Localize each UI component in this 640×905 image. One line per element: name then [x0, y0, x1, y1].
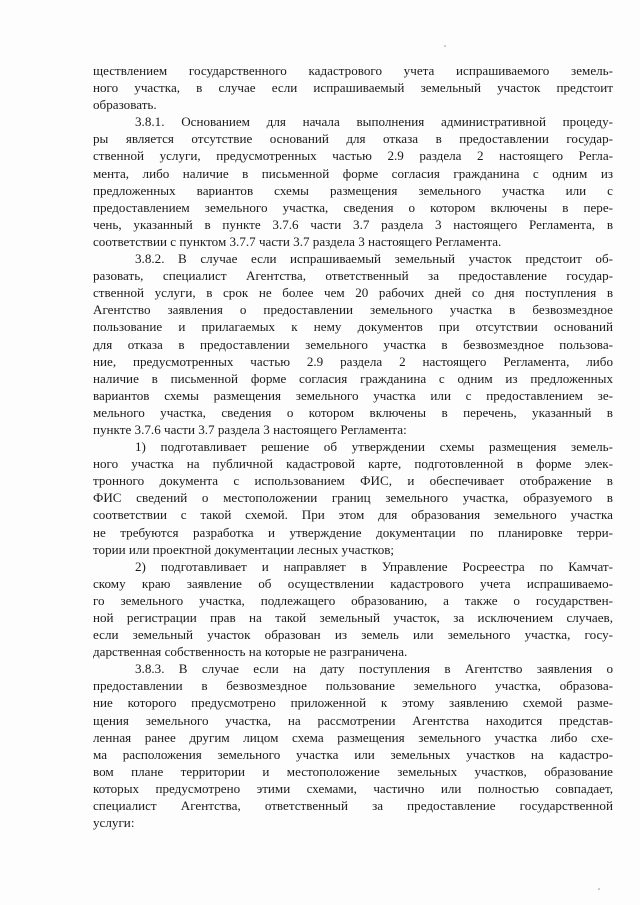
text-line: го земельного участка, подлежащего образованию, а также о государствен-: [93, 592, 613, 608]
text-line: дарственная собственность на которые не разграничена.: [93, 644, 408, 660]
text-line: образовать.: [93, 97, 157, 113]
text-line: чень, указанный в пункте 3.7.6 части 3.7 раздела 3 настоящего Регламента, в: [93, 216, 613, 232]
text-line: предоставлением земельного участка, сведения о котором включены в пере-: [93, 199, 613, 215]
text-line: мельного участка, сведения о котором включены в перечень, указанный в: [93, 404, 613, 420]
text-line: тронного документа с использованием ФИС, и обеспечивает отображение в: [93, 473, 613, 489]
text-line: 1) подготавливает решение об утверждении схемы размещения земель-: [135, 439, 613, 455]
text-line: если земельный участок образован из земель или земельного участка, госу-: [93, 627, 613, 643]
text-line: 3.8.2. В случае если испрашиваемый земельный участок предстоит об-: [135, 251, 613, 267]
text-line: 3.8.3. В случае если на дату поступления в Агентство заявления о: [135, 661, 613, 677]
text-line: мента, либо наличие в письменной форме согласия гражданина с одним из: [93, 165, 613, 181]
text-line: ного участка, в случае если испрашиваемый земельный участок предстоит: [93, 80, 613, 96]
text-line: ственной услуги, в срок не более чем 20 рабочих дней со дня поступления в: [93, 285, 613, 301]
text-line: пункте 3.7.6 части 3.7 раздела 3 настоящего Регламента:: [93, 421, 407, 437]
text-line: пользование и прилагаемых к нему документов при отсутствии оснований: [93, 319, 613, 335]
text-line: скому краю заявление об осуществлении кадастрового учета испрашиваемо-: [93, 575, 613, 591]
text-line: вом плане территории и местоположение земельных участков, образование: [93, 763, 613, 779]
text-line: ние, предусмотренных частью 2.9 раздела 2 настоящего Регламента, либо: [93, 353, 613, 369]
text-line: услуги:: [93, 815, 135, 831]
text-line: ры является отсутствие оснований для отказа в предоставлении государ-: [93, 131, 613, 147]
text-line: 2) подготавливает и направляет в Управление Росреестра по Камчат-: [135, 558, 613, 574]
text-line: 3.8.1. Основанием для начала выполнения административной процеду-: [135, 114, 613, 130]
text-line: ной регистрации прав на такой земельный участок, за исключением случаев,: [93, 610, 613, 625]
text-line: разовать, специалист Агентства, ответственный за предоставление государ-: [93, 268, 613, 284]
text-line: соответствии с пунктом 3.7.7 части 3.7 раздела 3 настоящего Регламента.: [93, 233, 502, 249]
scan-speck: [444, 45, 446, 47]
text-line: ного участка на публичной кадастровой карте, подготовленной в форме элек-: [93, 456, 613, 472]
text-line: ма расположения земельного участка или земельных участков на кадастро-: [93, 746, 613, 762]
text-line: ние которого предусмотрено приложенной к этому заявлению схемой разме-: [93, 695, 613, 711]
text-line: ществлением государственного кадастрового учета испрашиваемого земель-: [93, 63, 613, 78]
text-line: предложенных вариантов схемы размещения земельного участка или с: [93, 182, 613, 198]
text-line: предоставлении в безвозмездное пользование земельного участка, образова-: [93, 678, 613, 694]
document-body: [93, 62, 613, 831]
scan-speck: [598, 888, 600, 890]
text-line: Агентство заявления о предоставлении земельного участка в безвозмездное: [93, 302, 613, 318]
text-line: ФИС сведений о местоположении границ земельного участка, образуемого в: [93, 490, 613, 506]
text-line: ственной услуги, предусмотренных частью 2.9 раздела 2 настоящего Регла-: [93, 148, 613, 164]
text-line: вариантов схемы размещения земельного участка или с предоставлением зе-: [93, 387, 613, 403]
text-line: ленная ранее другим лицом схема размещения земельного участка либо схе-: [93, 729, 613, 745]
text-line: не требуются разработка и утверждение документации по планировке терри-: [93, 524, 613, 540]
text-line: наличие в письменной форме согласия гражданина с одним из предложенных: [93, 370, 613, 386]
text-line: которых предусмотрено этими схемами, частично или полностью совпадает,: [93, 780, 613, 796]
text-line: щения земельного участка, на рассмотрении Агентства находится представ-: [93, 712, 613, 728]
text-line: для отказа в предоставлении земельного участка в безвозмездное пользова-: [93, 336, 613, 352]
text-line: тории или проектной документации лесных участков;: [93, 541, 395, 557]
text-line: специалист Агентства, ответственный за предоставление государственной: [93, 798, 613, 814]
text-line: соответствии с такой схемой. При этом для образования земельного участка: [93, 507, 613, 523]
